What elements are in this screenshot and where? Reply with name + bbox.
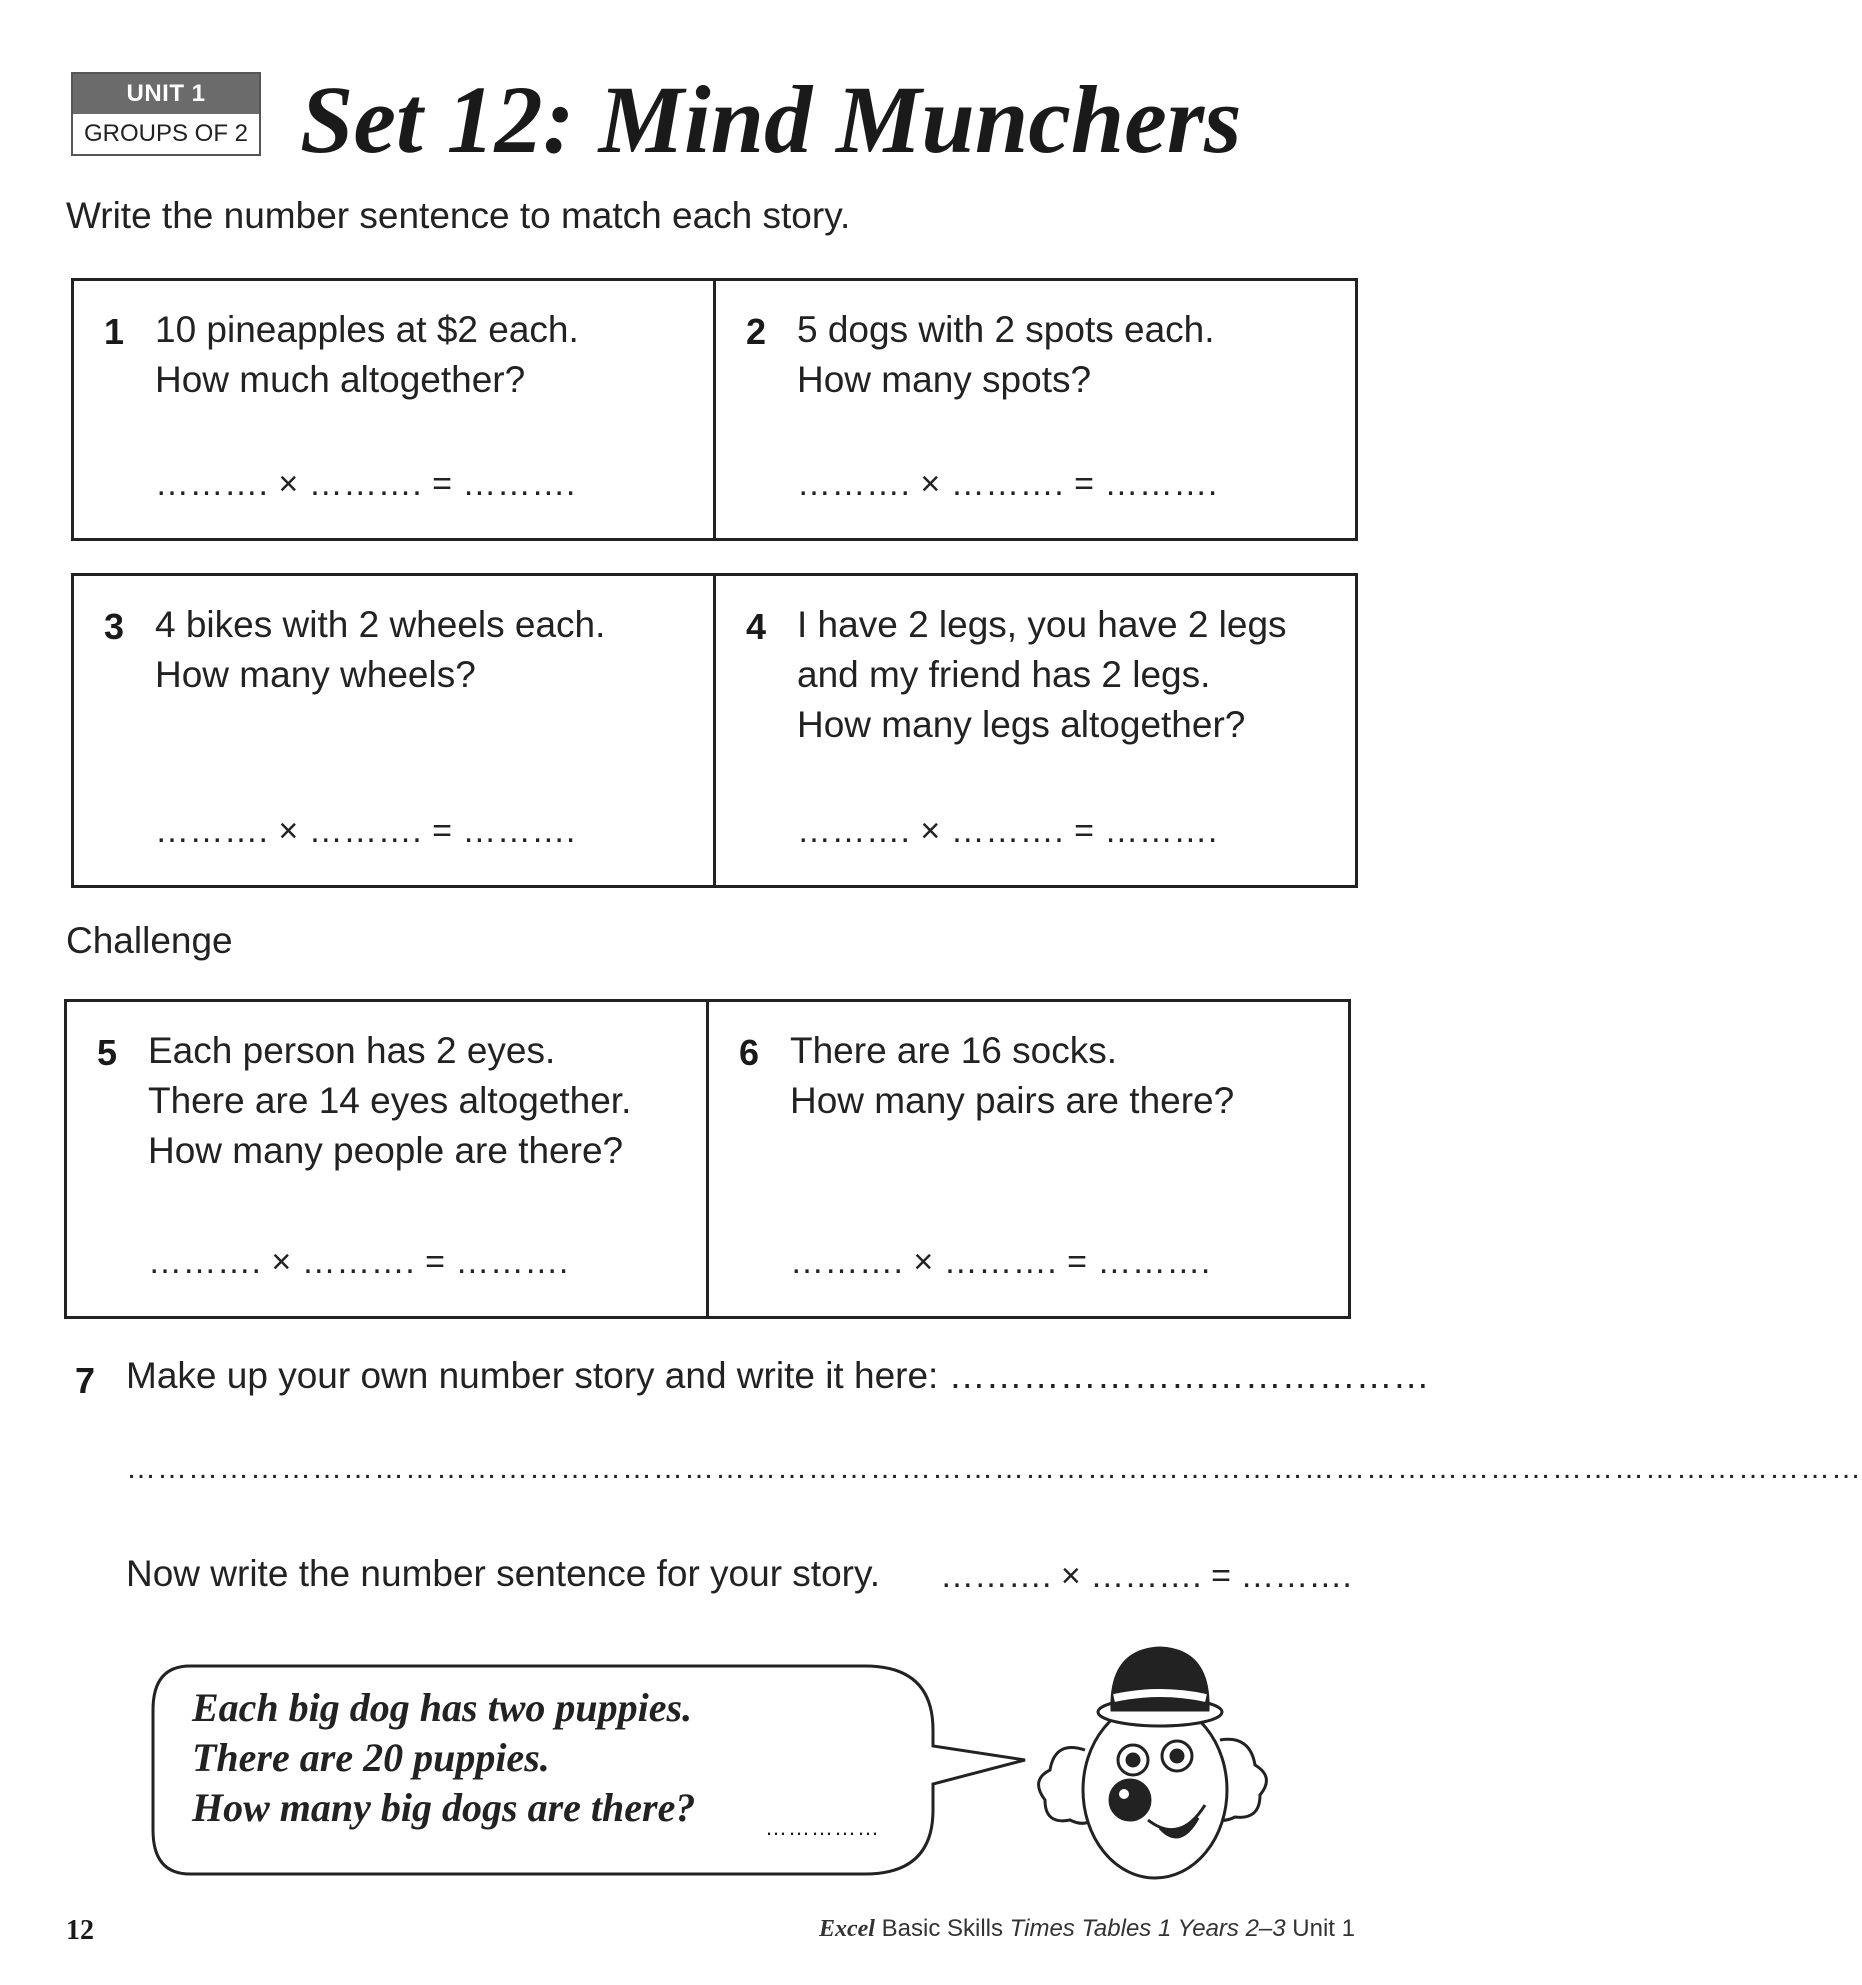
question-line: 4 bikes with 2 wheels each. [155, 604, 606, 645]
question-line: 10 pineapples at $2 each. [155, 309, 579, 350]
bubble-line: How many big dogs are there? [192, 1785, 696, 1830]
question-text [797, 600, 1339, 750]
answer-number-sentence[interactable]: ………. × ………. = ………. [148, 1243, 569, 1281]
question-7-sentence-prompt: Now write the number sentence for your story. [126, 1553, 881, 1594]
question-box-1 [74, 281, 716, 538]
question-line: How many spots? [797, 359, 1092, 400]
challenge-heading: Challenge [66, 920, 233, 961]
question-line: I have 2 legs, you have 2 legs [797, 604, 1287, 645]
footer-series: Basic Skills [881, 1915, 1003, 1942]
question-line: How many people are there? [148, 1130, 624, 1171]
question-line: How many pairs are there? [790, 1080, 1235, 1121]
question-box-6 [709, 1002, 1348, 1316]
question-number: 7 [75, 1360, 96, 1401]
question-line: There are 16 socks. [790, 1030, 1117, 1071]
footer-book: Times Tables 1 Years 2–3 [1009, 1915, 1286, 1942]
bubble-line: There are 20 puppies. [192, 1735, 550, 1780]
question-box-4 [716, 576, 1355, 885]
group-label: GROUPS OF 2 [83, 120, 249, 147]
question-box-5 [67, 1002, 709, 1316]
question-number: 1 [104, 311, 125, 352]
question-line: There are 14 eyes altogether. [148, 1080, 632, 1121]
question-row-2 [71, 573, 1358, 888]
question-text [148, 1026, 690, 1176]
answer-number-sentence[interactable]: ………. × ………. = ………. [155, 812, 576, 850]
challenge-row [64, 999, 1351, 1319]
question-line: 5 dogs with 2 spots each. [797, 309, 1215, 350]
answer-number-sentence[interactable]: ………. × ………. = ………. [797, 465, 1218, 503]
question-number: 5 [97, 1032, 118, 1073]
clown-icon [1030, 1640, 1280, 1890]
speech-bubble-text [192, 1683, 695, 1833]
question-box-2 [716, 281, 1355, 538]
answer-number-sentence[interactable]: ………. × ………. = ………. [155, 465, 576, 503]
answer-number-sentence[interactable]: ………. × ………. = ………. [940, 1557, 1352, 1595]
question-row-1 [71, 278, 1358, 541]
footer-credit [819, 1915, 1355, 1943]
question-line: and my friend has 2 legs. [797, 654, 1211, 695]
question-number: 4 [746, 606, 767, 647]
bubble-answer-blank[interactable]: …………… [765, 1815, 880, 1840]
question-text [797, 305, 1339, 405]
question-7-answer-line[interactable]: …………………………………………………………………………………………………………………………………………………… [126, 1452, 1862, 1485]
answer-number-sentence[interactable]: ………. × ………. = ………. [797, 812, 1218, 850]
answer-number-sentence[interactable]: ………. × ………. = ………. [790, 1243, 1211, 1281]
question-line: Each person has 2 eyes. [148, 1030, 556, 1071]
footer-unit: Unit 1 [1292, 1915, 1355, 1942]
question-number: 3 [104, 606, 125, 647]
bubble-line: Each big dog has two puppies. [192, 1685, 693, 1730]
instruction-text: Write the number sentence to match each story. [66, 195, 851, 236]
question-number: 6 [739, 1032, 760, 1073]
question-box-3 [74, 576, 716, 885]
unit-label: UNIT 1 [73, 74, 259, 114]
question-7-prompt[interactable]: Make up your own number story and write it here: ………………………………… [126, 1355, 1430, 1396]
question-text [155, 600, 697, 700]
question-line: How much altogether? [155, 359, 526, 400]
question-line: How many wheels? [155, 654, 476, 695]
question-text [790, 1026, 1332, 1126]
page-title: Set 12: Mind Munchers [300, 66, 1242, 173]
question-number: 2 [746, 311, 767, 352]
question-text [155, 305, 697, 405]
question-line: How many legs altogether? [797, 704, 1246, 745]
footer-brand: Excel [818, 1916, 875, 1942]
unit-badge [71, 72, 261, 156]
page-number: 12 [66, 1915, 94, 1946]
